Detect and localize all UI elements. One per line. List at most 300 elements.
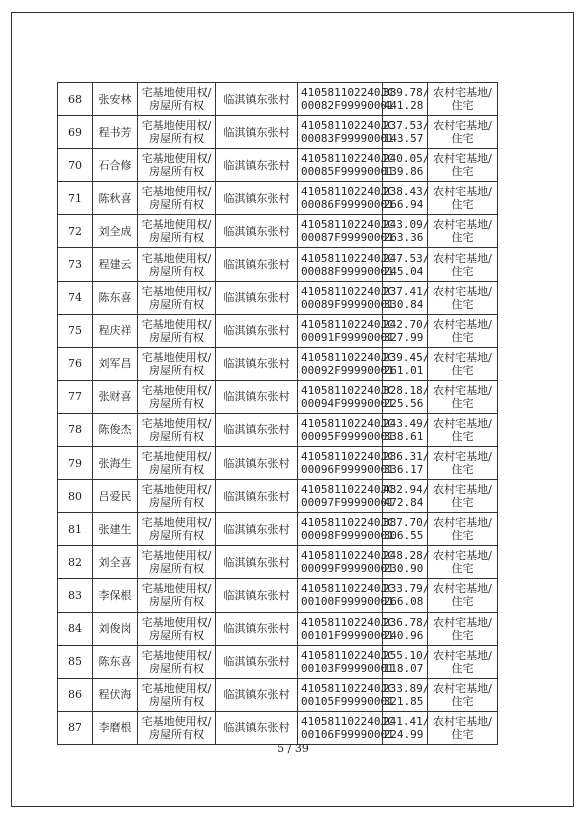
owner-name-cell: 刘全喜: [93, 546, 138, 579]
right-type-cell-line: 宅基地使用权/: [141, 549, 212, 563]
table-row: [58, 314, 498, 347]
unit-code-cell-line: 00082F99990001: [301, 99, 394, 113]
land-use-cell-line: 农村宅基地/: [433, 416, 492, 430]
location-cell: 临淇镇东张村: [216, 314, 298, 347]
right-type-cell-line: 房屋所有权: [149, 661, 204, 675]
right-type-cell-line: 房屋所有权: [149, 363, 204, 377]
row-number-cell: 81: [58, 513, 93, 546]
land-use-cell: [428, 314, 498, 347]
unit-code-cell: [298, 711, 394, 744]
land-use-cell-line: 农村宅基地/: [433, 284, 492, 298]
location-cell: 临淇镇东张村: [216, 347, 298, 380]
land-use-cell-line: 住宅: [451, 264, 474, 278]
area-cell: [383, 380, 428, 413]
area-cell: [383, 347, 428, 380]
area-cell-line: 240.96: [383, 628, 424, 642]
area-cell: [383, 182, 428, 215]
unit-code-cell-line: 410581102240JC: [301, 86, 394, 100]
right-type-cell: [138, 513, 216, 546]
unit-code-cell-line: 00089F99990001: [301, 297, 394, 311]
unit-code-cell: [298, 248, 394, 281]
unit-code-cell-line: 410581102240JC: [301, 284, 394, 298]
table-row: [58, 678, 498, 711]
land-use-cell: [428, 182, 498, 215]
land-use-cell: [428, 116, 498, 149]
land-use-cell: [428, 447, 498, 480]
unit-code-cell-line: 410581102240JC: [301, 714, 394, 728]
land-use-cell: [428, 149, 498, 182]
land-use-cell-line: 农村宅基地/: [433, 218, 492, 232]
owner-name-cell: 程庆祥: [93, 314, 138, 347]
right-type-cell: [138, 83, 216, 116]
row-number-cell: 77: [58, 380, 93, 413]
area-cell: [383, 116, 428, 149]
right-type-cell-line: 宅基地使用权/: [141, 152, 212, 166]
right-type-cell: [138, 248, 216, 281]
unit-code-cell-line: 00097F99990001: [301, 496, 394, 510]
unit-code-cell: [298, 579, 394, 612]
owner-name-cell: 吕爱民: [93, 480, 138, 513]
unit-code-cell-line: 00095F99990001: [301, 429, 394, 443]
right-type-cell: [138, 182, 216, 215]
right-type-cell-line: 房屋所有权: [149, 264, 204, 278]
right-type-cell: [138, 281, 216, 314]
unit-code-cell-line: 00100F99990001: [301, 595, 394, 609]
owner-name-cell: 程建云: [93, 248, 138, 281]
area-cell: [383, 480, 428, 513]
land-use-cell-line: 住宅: [451, 231, 474, 245]
owner-name-cell: 陈俊杰: [93, 413, 138, 446]
unit-code-cell-line: 00101F99990001: [301, 628, 394, 642]
land-use-cell: [428, 612, 498, 645]
land-use-cell-line: 农村宅基地/: [433, 251, 492, 265]
area-cell: [383, 678, 428, 711]
area-cell-line: 286.31/: [383, 450, 430, 464]
right-type-cell-line: 房屋所有权: [149, 429, 204, 443]
owner-name-cell: 程书芳: [93, 116, 138, 149]
right-type-cell-line: 房屋所有权: [149, 297, 204, 311]
owner-name-cell: 陈秋喜: [93, 182, 138, 215]
table-row: [58, 513, 498, 546]
land-use-cell-line: 农村宅基地/: [433, 681, 492, 695]
land-use-cell-line: 农村宅基地/: [433, 582, 492, 596]
unit-code-cell-line: 00088F99990001: [301, 264, 394, 278]
area-cell-line: 233.79/: [383, 582, 430, 596]
row-number-cell: 68: [58, 83, 93, 116]
unit-code-cell: [298, 480, 394, 513]
location-cell: 临淇镇东张村: [216, 182, 298, 215]
table-row: [58, 347, 498, 380]
unit-code-cell: [298, 546, 394, 579]
page-number: 5 / 39: [277, 742, 309, 755]
area-cell-line: 266.94: [383, 198, 424, 212]
owner-name-cell: 李磨根: [93, 711, 138, 744]
unit-code-cell-line: 410581102240JC: [301, 350, 394, 364]
right-type-cell-line: 宅基地使用权/: [141, 284, 212, 298]
owner-name-cell: 陈东喜: [93, 645, 138, 678]
owner-name-cell: 李保根: [93, 579, 138, 612]
unit-code-cell-line: 00094F99990001: [301, 396, 394, 410]
location-cell: 临淇镇东张村: [216, 116, 298, 149]
land-use-cell-line: 住宅: [451, 396, 474, 410]
right-type-cell: [138, 480, 216, 513]
land-use-cell-line: 住宅: [451, 165, 474, 179]
unit-code-cell-line: 00085F99990001: [301, 165, 394, 179]
unit-code-cell-line: 00105F99990001: [301, 694, 394, 708]
row-number-cell: 86: [58, 678, 93, 711]
right-type-cell-line: 房屋所有权: [149, 529, 204, 543]
land-use-cell-line: 农村宅基地/: [433, 317, 492, 331]
unit-code-cell: [298, 413, 394, 446]
right-type-cell-line: 房屋所有权: [149, 628, 204, 642]
land-use-cell-line: 农村宅基地/: [433, 549, 492, 563]
area-cell-line: 327.99: [383, 330, 424, 344]
owner-name-cell: 程伏海: [93, 678, 138, 711]
land-use-cell: [428, 380, 498, 413]
right-type-cell-line: 房屋所有权: [149, 595, 204, 609]
area-cell-line: 247.53/: [383, 251, 430, 265]
land-use-cell-line: 住宅: [451, 198, 474, 212]
row-number-cell: 87: [58, 711, 93, 744]
area-cell: [383, 447, 428, 480]
area-cell: [383, 314, 428, 347]
table-row: [58, 612, 498, 645]
unit-code-cell: [298, 347, 394, 380]
location-cell: 临淇镇东张村: [216, 215, 298, 248]
land-registry-table: [57, 82, 498, 745]
unit-code-cell-line: 410581102240JC: [301, 152, 394, 166]
land-use-cell: [428, 645, 498, 678]
unit-code-cell-line: 410581102240JC: [301, 317, 394, 331]
area-cell-line: 472.84: [383, 496, 424, 510]
area-cell: [383, 546, 428, 579]
area-cell-line: 243.09/: [383, 218, 430, 232]
area-cell-line: 266.08: [383, 595, 424, 609]
right-type-cell-line: 房屋所有权: [149, 496, 204, 510]
location-cell: 临淇镇东张村: [216, 83, 298, 116]
area-cell-line: 306.55: [383, 529, 424, 543]
right-type-cell-line: 房屋所有权: [149, 99, 204, 113]
unit-code-cell-line: 410581102240JC: [301, 185, 394, 199]
unit-code-cell-line: 410581102240JC: [301, 615, 394, 629]
area-cell: [383, 579, 428, 612]
area-cell-line: 389.78/: [383, 86, 430, 100]
unit-code-cell-line: 00099F99990001: [301, 562, 394, 576]
area-cell-line: 240.05/: [383, 152, 430, 166]
land-use-cell: [428, 579, 498, 612]
right-type-cell-line: 宅基地使用权/: [141, 416, 212, 430]
right-type-cell-line: 宅基地使用权/: [141, 185, 212, 199]
row-number-cell: 85: [58, 645, 93, 678]
area-cell-line: 118.07: [383, 661, 424, 675]
unit-code-cell: [298, 314, 394, 347]
unit-code-cell-line: 410581102240JC: [301, 416, 394, 430]
table-row: [58, 480, 498, 513]
location-cell: 临淇镇东张村: [216, 513, 298, 546]
land-use-cell: [428, 513, 498, 546]
table-row: [58, 579, 498, 612]
right-type-cell-line: 宅基地使用权/: [141, 317, 212, 331]
unit-code-cell-line: 410581102240JC: [301, 582, 394, 596]
unit-code-cell-line: 00083F99990001: [301, 132, 394, 146]
area-cell-line: 230.90: [383, 562, 424, 576]
unit-code-cell-line: 410581102240JC: [301, 483, 394, 497]
owner-name-cell: 张建生: [93, 513, 138, 546]
table-row: [58, 711, 498, 744]
row-number-cell: 82: [58, 546, 93, 579]
unit-code-cell: [298, 678, 394, 711]
unit-code-cell: [298, 281, 394, 314]
owner-name-cell: 刘俊岗: [93, 612, 138, 645]
area-cell-line: 238.43/: [383, 185, 430, 199]
land-use-cell-line: 住宅: [451, 330, 474, 344]
area-cell-line: 233.89/: [383, 681, 430, 695]
land-use-cell-line: 住宅: [451, 297, 474, 311]
table-row: [58, 83, 498, 116]
area-cell-line: 261.01: [383, 363, 424, 377]
row-number-cell: 70: [58, 149, 93, 182]
land-use-cell-line: 住宅: [451, 694, 474, 708]
right-type-cell-line: 房屋所有权: [149, 198, 204, 212]
unit-code-cell-line: 00086F99990001: [301, 198, 394, 212]
unit-code-cell-line: 410581102240JC: [301, 648, 394, 662]
land-use-cell-line: 农村宅基地/: [433, 86, 492, 100]
right-type-cell-line: 宅基地使用权/: [141, 119, 212, 133]
land-use-cell: [428, 281, 498, 314]
right-type-cell-line: 宅基地使用权/: [141, 483, 212, 497]
table-row: [58, 546, 498, 579]
row-number-cell: 78: [58, 413, 93, 446]
right-type-cell: [138, 413, 216, 446]
right-type-cell-line: 宅基地使用权/: [141, 714, 212, 728]
right-type-cell-line: 房屋所有权: [149, 562, 204, 576]
row-number-cell: 79: [58, 447, 93, 480]
owner-name-cell: 刘全成: [93, 215, 138, 248]
land-use-cell-line: 住宅: [451, 529, 474, 543]
area-cell-line: 239.45/: [383, 350, 430, 364]
area-cell: [383, 215, 428, 248]
location-cell: 临淇镇东张村: [216, 612, 298, 645]
row-number-cell: 80: [58, 480, 93, 513]
area-cell-line: 225.56: [383, 396, 424, 410]
owner-name-cell: 张海生: [93, 447, 138, 480]
row-number-cell: 72: [58, 215, 93, 248]
right-type-cell: [138, 612, 216, 645]
unit-code-cell-line: 00098F99990001: [301, 529, 394, 543]
land-use-cell-line: 农村宅基地/: [433, 383, 492, 397]
area-cell: [383, 149, 428, 182]
table-row: [58, 182, 498, 215]
owner-name-cell: 石合修: [93, 149, 138, 182]
land-use-cell-line: 农村宅基地/: [433, 450, 492, 464]
area-cell-line: 143.57: [383, 132, 424, 146]
area-cell-line: 243.49/: [383, 416, 430, 430]
area-cell-line: 336.17: [383, 463, 424, 477]
location-cell: 临淇镇东张村: [216, 380, 298, 413]
area-cell-line: 237.53/: [383, 119, 430, 133]
table-row: [58, 281, 498, 314]
location-cell: 临淇镇东张村: [216, 413, 298, 446]
land-use-cell-line: 农村宅基地/: [433, 648, 492, 662]
land-use-cell-line: 农村宅基地/: [433, 152, 492, 166]
area-cell: [383, 281, 428, 314]
unit-code-cell-line: 410581102240JC: [301, 516, 394, 530]
land-use-cell-line: 农村宅基地/: [433, 714, 492, 728]
location-cell: 临淇镇东张村: [216, 678, 298, 711]
location-cell: 临淇镇东张村: [216, 546, 298, 579]
area-cell-line: 441.28: [383, 99, 424, 113]
right-type-cell: [138, 645, 216, 678]
land-use-cell-line: 农村宅基地/: [433, 119, 492, 133]
right-type-cell: [138, 116, 216, 149]
land-use-cell-line: 农村宅基地/: [433, 516, 492, 530]
right-type-cell-line: 房屋所有权: [149, 463, 204, 477]
area-cell-line: 237.41/: [383, 284, 430, 298]
area-cell: [383, 413, 428, 446]
land-use-cell-line: 住宅: [451, 496, 474, 510]
unit-code-cell: [298, 612, 394, 645]
table-row: [58, 215, 498, 248]
area-cell: [383, 248, 428, 281]
right-type-cell-line: 房屋所有权: [149, 727, 204, 741]
area-cell-line: 255.10/: [383, 648, 430, 662]
row-number-cell: 84: [58, 612, 93, 645]
area-cell: [383, 513, 428, 546]
unit-code-cell: [298, 149, 394, 182]
land-use-cell-line: 住宅: [451, 99, 474, 113]
right-type-cell: [138, 447, 216, 480]
unit-code-cell-line: 00087F99990001: [301, 231, 394, 245]
right-type-cell-line: 房屋所有权: [149, 396, 204, 410]
right-type-cell-line: 宅基地使用权/: [141, 86, 212, 100]
area-cell-line: 263.36: [383, 231, 424, 245]
land-use-cell-line: 住宅: [451, 363, 474, 377]
row-number-cell: 76: [58, 347, 93, 380]
row-number-cell: 74: [58, 281, 93, 314]
right-type-cell-line: 宅基地使用权/: [141, 251, 212, 265]
area-cell-line: 224.99: [383, 727, 424, 741]
location-cell: 临淇镇东张村: [216, 711, 298, 744]
land-use-cell: [428, 480, 498, 513]
right-type-cell-line: 房屋所有权: [149, 330, 204, 344]
area-cell: [383, 612, 428, 645]
land-use-cell-line: 住宅: [451, 562, 474, 576]
table-row: [58, 149, 498, 182]
right-type-cell: [138, 380, 216, 413]
land-use-cell-line: 农村宅基地/: [433, 185, 492, 199]
land-use-cell: [428, 83, 498, 116]
owner-name-cell: 陈东喜: [93, 281, 138, 314]
right-type-cell: [138, 314, 216, 347]
right-type-cell-line: 宅基地使用权/: [141, 648, 212, 662]
unit-code-cell-line: 410581102240JC: [301, 251, 394, 265]
right-type-cell-line: 房屋所有权: [149, 694, 204, 708]
row-number-cell: 71: [58, 182, 93, 215]
land-use-cell-line: 住宅: [451, 429, 474, 443]
land-use-cell-line: 住宅: [451, 132, 474, 146]
area-cell-line: 338.61: [383, 429, 424, 443]
right-type-cell-line: 房屋所有权: [149, 165, 204, 179]
area-cell-line: 139.86: [383, 165, 424, 179]
area-cell-line: 236.78/: [383, 615, 430, 629]
table-row: [58, 380, 498, 413]
land-use-cell-line: 住宅: [451, 628, 474, 642]
land-use-cell-line: 农村宅基地/: [433, 615, 492, 629]
row-number-cell: 83: [58, 579, 93, 612]
right-type-cell: [138, 215, 216, 248]
owner-name-cell: 刘军昌: [93, 347, 138, 380]
unit-code-cell-line: 410581102240JC: [301, 549, 394, 563]
land-use-cell-line: 住宅: [451, 727, 474, 741]
area-cell-line: 321.85: [383, 694, 424, 708]
location-cell: 临淇镇东张村: [216, 480, 298, 513]
table-row: [58, 248, 498, 281]
area-cell-line: 241.41/: [383, 714, 430, 728]
land-use-cell: [428, 215, 498, 248]
table-row: [58, 645, 498, 678]
unit-code-cell: [298, 645, 394, 678]
unit-code-cell-line: 410581102240JC: [301, 681, 394, 695]
land-use-cell: [428, 347, 498, 380]
area-cell-line: 245.04: [383, 264, 424, 278]
unit-code-cell-line: 00103F99990001: [301, 661, 394, 675]
right-type-cell: [138, 579, 216, 612]
unit-code-cell-line: 410581102240JC: [301, 450, 394, 464]
owner-name-cell: 张财喜: [93, 380, 138, 413]
right-type-cell-line: 宅基地使用权/: [141, 450, 212, 464]
area-cell-line: 387.70/: [383, 516, 430, 530]
unit-code-cell: [298, 447, 394, 480]
right-type-cell-line: 宅基地使用权/: [141, 350, 212, 364]
location-cell: 临淇镇东张村: [216, 447, 298, 480]
right-type-cell: [138, 149, 216, 182]
location-cell: 临淇镇东张村: [216, 281, 298, 314]
unit-code-cell: [298, 215, 394, 248]
land-use-cell-line: 住宅: [451, 595, 474, 609]
right-type-cell-line: 房屋所有权: [149, 132, 204, 146]
land-use-cell: [428, 546, 498, 579]
location-cell: 临淇镇东张村: [216, 248, 298, 281]
area-cell-line: 242.70/: [383, 317, 430, 331]
unit-code-cell-line: 410581102240JC: [301, 218, 394, 232]
row-number-cell: 69: [58, 116, 93, 149]
owner-name-cell: 张安林: [93, 83, 138, 116]
right-type-cell-line: 房屋所有权: [149, 231, 204, 245]
right-type-cell-line: 宅基地使用权/: [141, 383, 212, 397]
right-type-cell-line: 宅基地使用权/: [141, 615, 212, 629]
unit-code-cell: [298, 116, 394, 149]
land-use-cell-line: 住宅: [451, 661, 474, 675]
row-number-cell: 75: [58, 314, 93, 347]
location-cell: 临淇镇东张村: [216, 579, 298, 612]
area-cell: [383, 83, 428, 116]
right-type-cell-line: 宅基地使用权/: [141, 218, 212, 232]
right-type-cell-line: 宅基地使用权/: [141, 516, 212, 530]
land-use-cell-line: 农村宅基地/: [433, 350, 492, 364]
row-number-cell: 73: [58, 248, 93, 281]
right-type-cell: [138, 678, 216, 711]
right-type-cell: [138, 546, 216, 579]
land-use-cell: [428, 678, 498, 711]
table-body: [58, 83, 498, 745]
land-use-cell: [428, 711, 498, 744]
area-cell-line: 330.84: [383, 297, 424, 311]
land-use-cell: [428, 248, 498, 281]
table-row: [58, 447, 498, 480]
land-use-cell: [428, 413, 498, 446]
area-cell-line: 482.94/: [383, 483, 430, 497]
area-cell-line: 328.18/: [383, 383, 430, 397]
